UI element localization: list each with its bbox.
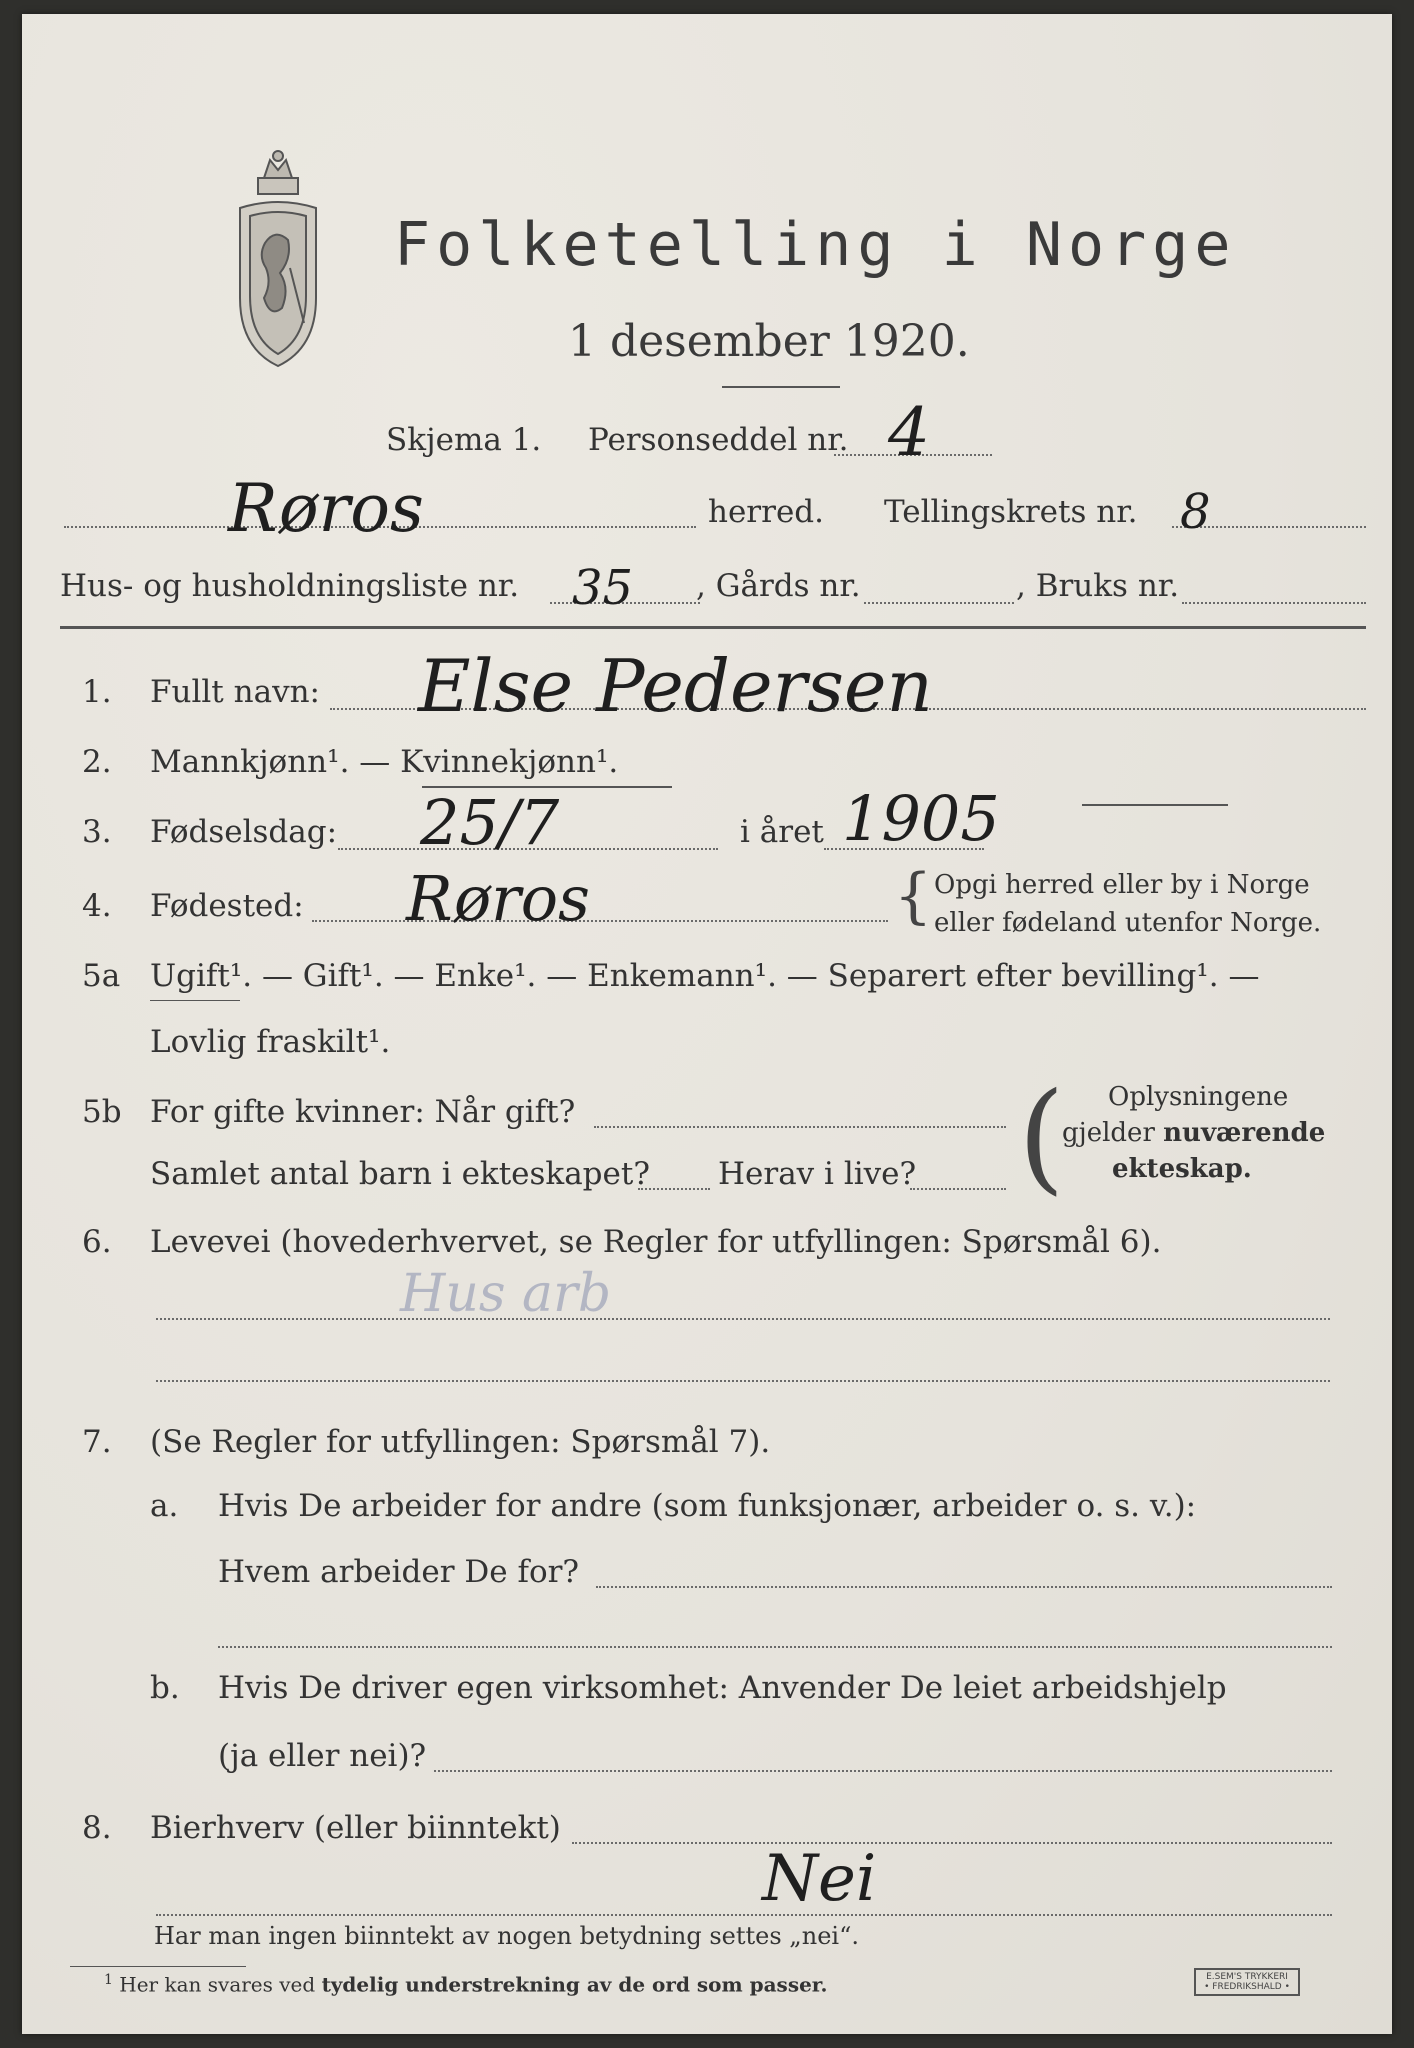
q5b-line1: For gifte kvinner: Når gift? [150, 1094, 576, 1130]
q5b-number: 5b [82, 1094, 122, 1130]
q5b-children-label: Samlet antal barn i ekteskapet? [150, 1156, 650, 1192]
q5b-alive-line [910, 1188, 1006, 1190]
q5b-note-line3: ekteskap. [1112, 1154, 1252, 1184]
q5b-nar-gift-line [594, 1126, 1006, 1128]
q5a-line2: Lovlig fraskilt¹. [150, 1024, 391, 1060]
q1-label: Fullt navn: [150, 674, 320, 710]
gards-line [864, 602, 1014, 604]
q5b-note-brace: ( [1018, 1068, 1065, 1207]
q5b-alive-label: Herav i live? [718, 1156, 917, 1192]
tellingskrets-value[interactable]: 8 [1180, 484, 1211, 540]
q8-side-income-value[interactable]: Nei [762, 1842, 877, 1916]
q7a-extra-line [218, 1646, 1332, 1648]
q4-note-brace: { [894, 861, 933, 931]
footnote-divider [70, 1966, 246, 1967]
footnote-text-a: Her kan svares ved [119, 1972, 322, 1997]
q6-number: 6. [82, 1224, 112, 1260]
printer-mark [1194, 1968, 1300, 1996]
q5a-marital-options: Ugift¹. — Gift¹. — Enke¹. — Enkemann¹. — Separert efter bevilling¹. — [150, 958, 1260, 994]
husliste-value[interactable]: 35 [572, 560, 634, 616]
census-date: 1 desember 1920. [568, 316, 970, 367]
q4-line [312, 920, 888, 922]
form-title: Folketelling i Norge [394, 210, 1237, 280]
personseddel-label: Personseddel nr. [588, 422, 849, 458]
skjema-label: Skjema 1. [386, 422, 542, 458]
q5b-note-line2 [1062, 1118, 1325, 1148]
q6-line1 [156, 1318, 1330, 1320]
q8-line1 [572, 1842, 1332, 1844]
q1-number: 1. [82, 674, 112, 710]
q7a-line [596, 1586, 1332, 1588]
q7b-letter: b. [150, 1670, 180, 1706]
q6-label: Levevei (hovederhvervet, se Regler for utfyllingen: Spørsmål 6). [150, 1224, 1162, 1260]
title-divider [722, 386, 840, 388]
q3-label: Fødselsdag: [150, 814, 338, 850]
personseddel-value[interactable]: 4 [888, 394, 930, 471]
q3-number: 3. [82, 814, 112, 850]
q5b-note-line2b: nuværende [1163, 1118, 1326, 1148]
q5b-note-line2a: gjelder [1062, 1118, 1164, 1148]
q5a-number: 5a [82, 958, 121, 994]
q7a-line2: Hvem arbeider De for? [218, 1554, 580, 1590]
footnote-mark: 1 [104, 1972, 113, 1988]
q2-number: 2. [82, 744, 112, 780]
q8-line2 [156, 1914, 1332, 1916]
q1-full-name-value[interactable]: Else Pedersen [418, 644, 933, 728]
q7b-line1: Hvis De driver egen virksomhet: Anvender De leiet arbeidshjelp [218, 1670, 1227, 1706]
herred-label: herred. [708, 494, 824, 530]
q6-line2 [156, 1380, 1330, 1382]
printer-line2: • FREDRIKSHALD • [1204, 1982, 1290, 1992]
footnote-text-b: tydelig understrekning av de ord som passer. [321, 1972, 828, 1997]
q8-note: Har man ingen biinntekt av nogen betydning settes „nei“. [154, 1922, 859, 1950]
bruks-line [1182, 602, 1366, 604]
q3-year-value[interactable]: 1905 [842, 782, 1000, 855]
q6-occupation-value[interactable]: Hus arb [400, 1264, 612, 1324]
q3-birthday-value[interactable]: 25/7 [420, 786, 560, 859]
q2-gender-options: Mannkjønn¹. — Kvinnekjønn¹. [150, 744, 619, 780]
herred-value[interactable]: Røros [228, 470, 424, 547]
q3-year-label: i året [740, 814, 824, 850]
q5a-underline-ugift [150, 1000, 240, 1001]
footnote [104, 1972, 827, 1997]
header-divider [60, 626, 1366, 629]
q7-label: (Se Regler for utfyllingen: Spørsmål 7). [150, 1424, 771, 1460]
husliste-label: Hus- og husholdningsliste nr. [60, 568, 520, 604]
printer-line1: E.SEM'S TRYKKERI [1206, 1972, 1288, 1982]
q7-number: 7. [82, 1424, 112, 1460]
q3-extra-line [1082, 804, 1228, 806]
q7a-line1: Hvis De arbeider for andre (som funksjonær, arbeider o. s. v.): [218, 1488, 1197, 1524]
q4-label: Fødested: [150, 888, 304, 924]
bruks-label: , Bruks nr. [1016, 568, 1180, 604]
q4-note-line2: eller fødeland utenfor Norge. [934, 908, 1322, 938]
q7b-line2: (ja eller nei)? [218, 1738, 427, 1774]
gards-label: , Gårds nr. [696, 568, 861, 604]
q4-note-line1: Opgi herred eller by i Norge [934, 870, 1310, 900]
tellingskrets-label: Tellingskrets nr. [884, 494, 1138, 530]
q7b-line [434, 1770, 1332, 1772]
q7a-letter: a. [150, 1488, 179, 1524]
coat-of-arms-icon [220, 148, 336, 370]
q5b-note-line1: Oplysningene [1108, 1082, 1289, 1112]
q8-number: 8. [82, 1810, 112, 1846]
q4-number: 4. [82, 888, 112, 924]
q8-label: Bierhverv (eller biinntekt) [150, 1810, 561, 1846]
q4-birthplace-value[interactable]: Røros [406, 862, 590, 935]
census-form-page [22, 14, 1392, 2034]
q5b-children-line [638, 1188, 710, 1190]
